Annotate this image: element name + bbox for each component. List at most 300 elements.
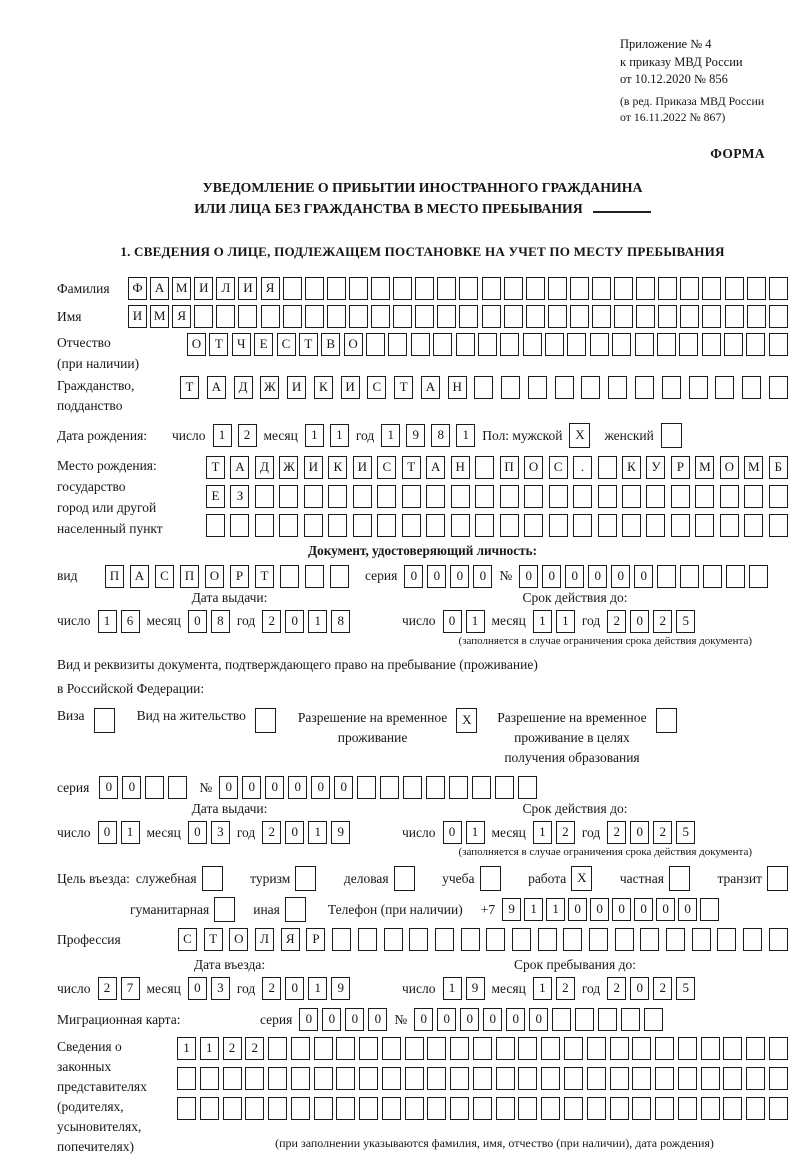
representatives-boxes-row1[interactable] <box>177 1037 788 1060</box>
doc-number-boxes[interactable] <box>519 565 768 588</box>
entry-day-boxes[interactable] <box>98 977 140 1000</box>
char-box[interactable]: И <box>194 277 213 300</box>
char-box[interactable]: 1 <box>443 977 462 1000</box>
char-box[interactable]: 0 <box>634 898 653 921</box>
char-box[interactable]: И <box>341 376 360 399</box>
char-box[interactable]: М <box>695 456 714 479</box>
char-box[interactable] <box>671 514 690 537</box>
char-box[interactable]: Р <box>671 456 690 479</box>
char-box[interactable] <box>304 485 323 508</box>
char-box[interactable] <box>541 1037 560 1060</box>
char-box[interactable] <box>701 1067 720 1090</box>
char-box[interactable] <box>715 376 734 399</box>
char-box[interactable]: Д <box>234 376 253 399</box>
char-box[interactable] <box>749 565 768 588</box>
purpose-private-checkbox[interactable] <box>669 866 690 891</box>
char-box[interactable]: 0 <box>443 610 462 633</box>
char-box[interactable] <box>548 277 567 300</box>
char-box[interactable]: 0 <box>519 565 538 588</box>
char-box[interactable] <box>304 514 323 537</box>
char-box[interactable]: 1 <box>98 610 117 633</box>
char-box[interactable] <box>575 1008 594 1031</box>
sex-female-checkbox[interactable] <box>661 423 682 448</box>
char-box[interactable] <box>678 1037 697 1060</box>
char-box[interactable]: 1 <box>546 898 565 921</box>
char-box[interactable]: 6 <box>121 610 140 633</box>
char-box[interactable]: 0 <box>483 1008 502 1031</box>
char-box[interactable]: 2 <box>262 821 281 844</box>
char-box[interactable] <box>635 333 654 356</box>
char-box[interactable]: 0 <box>188 610 207 633</box>
char-box[interactable] <box>615 928 634 951</box>
char-box[interactable]: Ж <box>279 456 298 479</box>
char-box[interactable] <box>475 456 494 479</box>
char-box[interactable] <box>450 1067 469 1090</box>
char-box[interactable]: К <box>622 456 641 479</box>
char-box[interactable]: О <box>720 456 739 479</box>
char-box[interactable] <box>402 514 421 537</box>
stay-day-boxes[interactable] <box>443 977 485 1000</box>
char-box[interactable]: Н <box>451 456 470 479</box>
purpose-humanitarian-checkbox[interactable] <box>214 897 235 922</box>
char-box[interactable] <box>646 514 665 537</box>
char-box[interactable] <box>723 1097 742 1120</box>
char-box[interactable]: 0 <box>630 821 649 844</box>
char-box[interactable]: И <box>238 277 257 300</box>
purpose-tourism-checkbox[interactable] <box>295 866 316 891</box>
char-box[interactable]: 0 <box>414 1008 433 1031</box>
char-box[interactable] <box>590 333 609 356</box>
char-box[interactable] <box>742 376 761 399</box>
char-box[interactable] <box>451 485 470 508</box>
char-box[interactable] <box>168 776 187 799</box>
char-box[interactable]: С <box>155 565 174 588</box>
representatives-boxes-row3[interactable] <box>177 1097 788 1120</box>
char-box[interactable] <box>456 333 475 356</box>
char-box[interactable]: 3 <box>211 977 230 1000</box>
char-box[interactable] <box>380 776 399 799</box>
char-box[interactable]: 0 <box>334 776 353 799</box>
char-box[interactable]: А <box>421 376 440 399</box>
char-box[interactable] <box>403 776 422 799</box>
char-box[interactable]: 0 <box>427 565 446 588</box>
residence-valid-year-boxes[interactable] <box>607 821 695 844</box>
char-box[interactable] <box>769 376 788 399</box>
char-box[interactable]: 0 <box>611 565 630 588</box>
char-box[interactable] <box>658 277 677 300</box>
char-box[interactable] <box>291 1067 310 1090</box>
char-box[interactable]: П <box>500 456 519 479</box>
char-box[interactable]: 0 <box>542 565 561 588</box>
purpose-commercial-checkbox[interactable] <box>394 866 415 891</box>
char-box[interactable] <box>255 514 274 537</box>
char-box[interactable] <box>393 277 412 300</box>
char-box[interactable] <box>548 305 567 328</box>
char-box[interactable]: 2 <box>653 610 672 633</box>
char-box[interactable] <box>614 277 633 300</box>
doc-issue-day-boxes[interactable] <box>98 610 140 633</box>
char-box[interactable]: И <box>353 456 372 479</box>
char-box[interactable] <box>743 928 762 951</box>
citizenship-boxes[interactable] <box>180 376 788 399</box>
char-box[interactable] <box>564 1067 583 1090</box>
char-box[interactable] <box>526 305 545 328</box>
char-box[interactable]: 1 <box>305 424 324 447</box>
char-box[interactable]: Л <box>255 928 274 951</box>
char-box[interactable] <box>358 928 377 951</box>
char-box[interactable] <box>382 1097 401 1120</box>
char-box[interactable] <box>655 1097 674 1120</box>
char-box[interactable] <box>473 1067 492 1090</box>
char-box[interactable]: 1 <box>308 977 327 1000</box>
char-box[interactable] <box>570 305 589 328</box>
char-box[interactable] <box>336 1097 355 1120</box>
char-box[interactable] <box>702 333 721 356</box>
residence-issue-month-boxes[interactable] <box>188 821 230 844</box>
char-box[interactable] <box>541 1097 560 1120</box>
edu-residence-checkbox[interactable] <box>656 708 677 733</box>
char-box[interactable] <box>495 776 514 799</box>
char-box[interactable] <box>526 277 545 300</box>
char-box[interactable] <box>415 277 434 300</box>
char-box[interactable] <box>409 928 428 951</box>
char-box[interactable]: Т <box>394 376 413 399</box>
char-box[interactable] <box>426 514 445 537</box>
residence-issue-year-boxes[interactable] <box>262 821 350 844</box>
char-box[interactable] <box>570 277 589 300</box>
char-box[interactable]: 0 <box>188 977 207 1000</box>
char-box[interactable]: 0 <box>98 821 117 844</box>
char-box[interactable] <box>433 333 452 356</box>
char-box[interactable] <box>145 776 164 799</box>
char-box[interactable]: 0 <box>242 776 261 799</box>
char-box[interactable] <box>261 305 280 328</box>
char-box[interactable] <box>283 277 302 300</box>
char-box[interactable] <box>349 305 368 328</box>
char-box[interactable] <box>450 1037 469 1060</box>
char-box[interactable] <box>657 333 676 356</box>
char-box[interactable]: 1 <box>121 821 140 844</box>
char-box[interactable]: Т <box>209 333 228 356</box>
char-box[interactable] <box>279 514 298 537</box>
char-box[interactable] <box>598 1008 617 1031</box>
entry-year-boxes[interactable] <box>262 977 350 1000</box>
char-box[interactable] <box>472 776 491 799</box>
char-box[interactable]: 0 <box>299 1008 318 1031</box>
stay-month-boxes[interactable] <box>533 977 575 1000</box>
char-box[interactable]: 1 <box>200 1037 219 1060</box>
char-box[interactable] <box>473 1037 492 1060</box>
char-box[interactable] <box>518 1067 537 1090</box>
char-box[interactable]: 7 <box>121 977 140 1000</box>
char-box[interactable] <box>305 305 324 328</box>
char-box[interactable] <box>563 928 582 951</box>
char-box[interactable] <box>255 485 274 508</box>
char-box[interactable] <box>679 333 698 356</box>
profession-boxes[interactable] <box>178 928 788 951</box>
char-box[interactable]: С <box>178 928 197 951</box>
char-box[interactable] <box>245 1097 264 1120</box>
char-box[interactable] <box>610 1097 629 1120</box>
char-box[interactable] <box>564 1097 583 1120</box>
char-box[interactable] <box>500 485 519 508</box>
char-box[interactable] <box>655 1067 674 1090</box>
char-box[interactable] <box>268 1037 287 1060</box>
char-box[interactable]: 0 <box>656 898 675 921</box>
char-box[interactable] <box>549 514 568 537</box>
char-box[interactable]: Е <box>206 485 225 508</box>
char-box[interactable]: 8 <box>431 424 450 447</box>
char-box[interactable] <box>177 1067 196 1090</box>
char-box[interactable]: Р <box>230 565 249 588</box>
char-box[interactable] <box>744 485 763 508</box>
char-box[interactable]: 0 <box>590 898 609 921</box>
char-box[interactable] <box>459 277 478 300</box>
char-box[interactable] <box>724 333 743 356</box>
char-box[interactable] <box>538 928 557 951</box>
char-box[interactable] <box>658 305 677 328</box>
char-box[interactable]: 8 <box>331 610 350 633</box>
char-box[interactable] <box>541 1067 560 1090</box>
char-box[interactable] <box>587 1097 606 1120</box>
char-box[interactable] <box>747 277 766 300</box>
char-box[interactable]: 0 <box>122 776 141 799</box>
char-box[interactable]: 0 <box>288 776 307 799</box>
char-box[interactable]: 0 <box>678 898 697 921</box>
char-box[interactable] <box>496 1067 515 1090</box>
char-box[interactable]: М <box>150 305 169 328</box>
char-box[interactable] <box>598 514 617 537</box>
char-box[interactable]: 0 <box>630 610 649 633</box>
doc-series-boxes[interactable] <box>404 565 492 588</box>
char-box[interactable] <box>621 1008 640 1031</box>
residence-issue-day-boxes[interactable] <box>98 821 140 844</box>
char-box[interactable]: А <box>130 565 149 588</box>
char-box[interactable] <box>614 305 633 328</box>
char-box[interactable]: О <box>344 333 363 356</box>
char-box[interactable] <box>371 305 390 328</box>
birthplace-boxes-row2[interactable] <box>206 485 788 508</box>
char-box[interactable] <box>327 305 346 328</box>
purpose-transit-checkbox[interactable] <box>767 866 788 891</box>
char-box[interactable] <box>769 485 788 508</box>
char-box[interactable]: А <box>426 456 445 479</box>
char-box[interactable]: 0 <box>612 898 631 921</box>
char-box[interactable] <box>555 376 574 399</box>
char-box[interactable] <box>482 277 501 300</box>
char-box[interactable] <box>402 485 421 508</box>
char-box[interactable] <box>702 305 721 328</box>
char-box[interactable] <box>336 1067 355 1090</box>
char-box[interactable] <box>200 1067 219 1090</box>
char-box[interactable]: 1 <box>213 424 232 447</box>
char-box[interactable] <box>279 485 298 508</box>
char-box[interactable] <box>268 1097 287 1120</box>
char-box[interactable] <box>280 565 299 588</box>
char-box[interactable]: Т <box>180 376 199 399</box>
char-box[interactable]: 9 <box>406 424 425 447</box>
char-box[interactable] <box>291 1097 310 1120</box>
char-box[interactable] <box>701 1037 720 1060</box>
char-box[interactable] <box>692 928 711 951</box>
char-box[interactable] <box>405 1037 424 1060</box>
char-box[interactable] <box>382 1037 401 1060</box>
char-box[interactable]: 1 <box>556 610 575 633</box>
name-boxes[interactable] <box>128 305 788 328</box>
char-box[interactable] <box>592 277 611 300</box>
char-box[interactable] <box>405 1097 424 1120</box>
char-box[interactable] <box>223 1067 242 1090</box>
char-box[interactable] <box>332 928 351 951</box>
char-box[interactable] <box>695 485 714 508</box>
sex-male-checkbox[interactable]: X <box>569 423 590 448</box>
char-box[interactable] <box>357 776 376 799</box>
char-box[interactable]: 1 <box>524 898 543 921</box>
char-box[interactable]: 2 <box>556 977 575 1000</box>
phone-boxes[interactable] <box>502 898 719 921</box>
patronymic-boxes[interactable] <box>187 333 788 356</box>
char-box[interactable]: 0 <box>285 821 304 844</box>
char-box[interactable] <box>747 305 766 328</box>
char-box[interactable] <box>612 333 631 356</box>
entry-month-boxes[interactable] <box>188 977 230 1000</box>
char-box[interactable] <box>524 514 543 537</box>
mc-series-boxes[interactable] <box>299 1008 387 1031</box>
char-box[interactable] <box>482 305 501 328</box>
char-box[interactable]: 0 <box>506 1008 525 1031</box>
char-box[interactable] <box>746 1067 765 1090</box>
char-box[interactable]: 2 <box>607 610 626 633</box>
char-box[interactable] <box>459 305 478 328</box>
char-box[interactable] <box>552 1008 571 1031</box>
char-box[interactable]: 9 <box>466 977 485 1000</box>
char-box[interactable]: Е <box>254 333 273 356</box>
char-box[interactable]: Д <box>255 456 274 479</box>
char-box[interactable]: 0 <box>404 565 423 588</box>
char-box[interactable] <box>725 305 744 328</box>
char-box[interactable] <box>769 333 788 356</box>
char-box[interactable] <box>223 1097 242 1120</box>
char-box[interactable] <box>427 1097 446 1120</box>
char-box[interactable]: 0 <box>443 821 462 844</box>
char-box[interactable]: С <box>277 333 296 356</box>
char-box[interactable] <box>377 514 396 537</box>
char-box[interactable]: 1 <box>177 1037 196 1060</box>
mc-number-boxes[interactable] <box>414 1008 663 1031</box>
char-box[interactable] <box>744 514 763 537</box>
char-box[interactable] <box>680 277 699 300</box>
char-box[interactable] <box>450 1097 469 1120</box>
char-box[interactable] <box>769 1037 788 1060</box>
char-box[interactable]: 2 <box>607 977 626 1000</box>
char-box[interactable]: 1 <box>533 977 552 1000</box>
char-box[interactable] <box>353 485 372 508</box>
char-box[interactable]: 9 <box>331 821 350 844</box>
char-box[interactable]: 0 <box>437 1008 456 1031</box>
char-box[interactable] <box>610 1037 629 1060</box>
char-box[interactable] <box>610 1067 629 1090</box>
char-box[interactable]: 1 <box>466 821 485 844</box>
char-box[interactable] <box>177 1097 196 1120</box>
char-box[interactable]: 2 <box>653 977 672 1000</box>
char-box[interactable] <box>305 565 324 588</box>
char-box[interactable] <box>238 305 257 328</box>
char-box[interactable] <box>564 1037 583 1060</box>
char-box[interactable]: 1 <box>330 424 349 447</box>
char-box[interactable] <box>746 1097 765 1120</box>
char-box[interactable]: 1 <box>533 821 552 844</box>
purpose-business-checkbox[interactable] <box>202 866 223 891</box>
char-box[interactable] <box>245 1067 264 1090</box>
char-box[interactable] <box>632 1067 651 1090</box>
char-box[interactable] <box>512 928 531 951</box>
char-box[interactable] <box>622 485 641 508</box>
char-box[interactable]: Т <box>299 333 318 356</box>
char-box[interactable] <box>769 1097 788 1120</box>
char-box[interactable]: 5 <box>676 821 695 844</box>
char-box[interactable]: 0 <box>450 565 469 588</box>
char-box[interactable] <box>573 485 592 508</box>
char-box[interactable] <box>437 305 456 328</box>
char-box[interactable]: Я <box>172 305 191 328</box>
char-box[interactable] <box>720 485 739 508</box>
char-box[interactable] <box>353 514 372 537</box>
char-box[interactable]: 8 <box>211 610 230 633</box>
char-box[interactable]: 1 <box>456 424 475 447</box>
char-box[interactable] <box>427 1037 446 1060</box>
char-box[interactable] <box>657 565 676 588</box>
char-box[interactable]: О <box>524 456 543 479</box>
doc-valid-year-boxes[interactable] <box>607 610 695 633</box>
doc-issue-month-boxes[interactable] <box>188 610 230 633</box>
char-box[interactable] <box>587 1067 606 1090</box>
char-box[interactable]: А <box>207 376 226 399</box>
char-box[interactable]: 0 <box>188 821 207 844</box>
char-box[interactable] <box>573 514 592 537</box>
birth-month-boxes[interactable] <box>305 424 349 447</box>
char-box[interactable] <box>567 333 586 356</box>
char-box[interactable] <box>666 928 685 951</box>
residence-permit-checkbox[interactable] <box>255 708 276 733</box>
char-box[interactable]: 0 <box>529 1008 548 1031</box>
char-box[interactable] <box>501 376 520 399</box>
char-box[interactable] <box>194 305 213 328</box>
char-box[interactable] <box>700 898 719 921</box>
char-box[interactable] <box>314 1037 333 1060</box>
purpose-other-checkbox[interactable] <box>285 897 306 922</box>
char-box[interactable]: А <box>150 277 169 300</box>
char-box[interactable]: Т <box>204 928 223 951</box>
char-box[interactable] <box>646 485 665 508</box>
char-box[interactable] <box>474 376 493 399</box>
char-box[interactable]: 9 <box>331 977 350 1000</box>
char-box[interactable] <box>720 514 739 537</box>
purpose-work-checkbox[interactable]: X <box>571 866 592 891</box>
char-box[interactable] <box>449 776 468 799</box>
residence-valid-day-boxes[interactable] <box>443 821 485 844</box>
char-box[interactable]: 0 <box>99 776 118 799</box>
char-box[interactable] <box>632 1097 651 1120</box>
char-box[interactable] <box>701 1097 720 1120</box>
char-box[interactable] <box>632 1037 651 1060</box>
char-box[interactable]: У <box>646 456 665 479</box>
char-box[interactable]: И <box>128 305 147 328</box>
char-box[interactable] <box>769 928 788 951</box>
char-box[interactable]: К <box>314 376 333 399</box>
birth-day-boxes[interactable] <box>213 424 257 447</box>
char-box[interactable] <box>328 485 347 508</box>
char-box[interactable] <box>496 1097 515 1120</box>
